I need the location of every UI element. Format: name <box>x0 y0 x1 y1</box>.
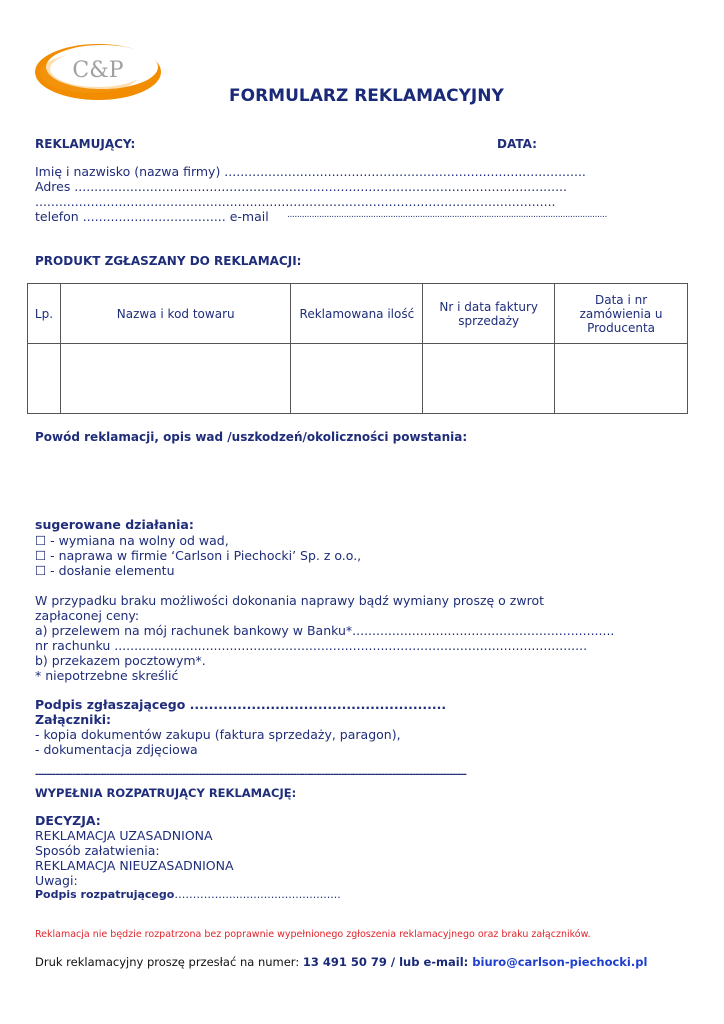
phone-field[interactable]: telefon .................................... e-mail <box>35 209 269 224</box>
product-table <box>27 283 688 414</box>
table-cell[interactable] <box>60 344 290 414</box>
table-header-row <box>28 284 688 344</box>
address-extra-field[interactable]: ................................................................................................................................... <box>35 194 556 209</box>
attachments-heading: Załączniki: <box>35 712 112 727</box>
refund-text: W przypadku braku możliwości dokonania naprawy bądź wymiany proszę o zwrot <box>35 593 544 608</box>
decision-label: DECYZJA: <box>35 813 101 828</box>
postal-order-option: b) przekazem pocztowym*. <box>35 653 206 668</box>
table-cell[interactable] <box>423 344 555 414</box>
contact-email-link[interactable]: biuro@carlson-piechocki.pl <box>472 955 648 969</box>
claimant-heading: REKLAMUJĄCY: <box>35 137 136 151</box>
email-field[interactable]: .................................................................................................................................. <box>287 210 607 220</box>
name-field[interactable]: Imię i nazwisko (nazwa firmy) ........................................................................................... <box>35 164 586 179</box>
reviewer-signature-field[interactable] <box>35 888 341 901</box>
page-title: FORMULARZ REKLAMACYJNY <box>229 86 504 106</box>
column-header: Reklamowana ilość <box>291 284 423 344</box>
claimant-signature-field[interactable]: Podpis zgłaszającego ...................................................... <box>35 697 447 712</box>
contact-prefix: Druk reklamacyjny proszę przesłać na numer: <box>35 955 303 969</box>
actions-heading: sugerowane działania: <box>35 517 194 532</box>
decision-justified: REKLAMACJA UZASADNIONA <box>35 828 213 843</box>
review-heading: WYPEŁNIA ROZPATRUJĄCY REKLAMACJĘ: <box>35 786 297 800</box>
column-header: Data i nr zamówienia u Producenta <box>555 284 688 344</box>
product-heading: PRODUKT ZGŁASZANY DO REKLAMACJI: <box>35 254 302 268</box>
refund-text: zapłaconej ceny: <box>35 608 140 623</box>
column-header: Nazwa i kod towaru <box>60 284 290 344</box>
reviewer-signature-label: Podpis rozpatrującego <box>35 888 175 901</box>
remarks-label: Uwagi: <box>35 873 78 888</box>
table-row <box>28 344 688 414</box>
notice-text: Reklamacja nie będzie rozpatrzona bez poprawnie wypełnionego zgłoszenia reklamacyjnego oraz braku załączników. <box>35 929 591 940</box>
address-field[interactable]: Adres ............................................................................................................................ <box>35 179 568 194</box>
action-option-send-part[interactable]: ☐ - dosłanie elementu <box>35 563 175 578</box>
decision-unjustified: REKLAMACJA NIEUZASADNIONA <box>35 858 234 873</box>
account-number-field[interactable]: nr rachunku ....................................................................................................................... <box>35 638 588 653</box>
table-cell[interactable] <box>291 344 423 414</box>
logo-text: C&P <box>72 58 124 83</box>
contact-line <box>35 955 647 969</box>
reviewer-signature-dots: …………................................... <box>174 888 341 901</box>
attachment-item: - dokumentacja zdjęciowa <box>35 742 198 757</box>
company-logo <box>32 38 164 104</box>
attachment-item: - kopia dokumentów zakupu (faktura sprzedaży, paragon), <box>35 727 401 742</box>
divider: -------------------------------------------------------------------------------------------------------------------------------------------------------- <box>35 770 466 780</box>
table-cell[interactable] <box>555 344 688 414</box>
contact-middle: / lub e-mail: <box>386 955 473 969</box>
footnote: * niepotrzebne skreślić <box>35 668 179 683</box>
action-option-replace[interactable]: ☐ - wymiana na wolny od wad, <box>35 533 229 548</box>
contact-phone[interactable]: 13 491 50 79 <box>302 955 387 969</box>
date-label: DATA: <box>497 137 537 151</box>
column-header: Nr i data faktury sprzedaży <box>423 284 555 344</box>
resolution-method: Sposób załatwienia: <box>35 843 160 858</box>
action-option-repair[interactable]: ☐ - naprawa w firmie ‘Carlson i Piechocki’ Sp. z o.o., <box>35 548 362 563</box>
table-cell[interactable] <box>28 344 61 414</box>
column-header: Lp. <box>28 284 61 344</box>
reason-heading: Powód reklamacji, opis wad /uszkodzeń/okoliczności powstania: <box>35 430 468 444</box>
bank-field[interactable]: a) przelewem na mój rachunek bankowy w Banku*.................................................................. <box>35 623 615 638</box>
